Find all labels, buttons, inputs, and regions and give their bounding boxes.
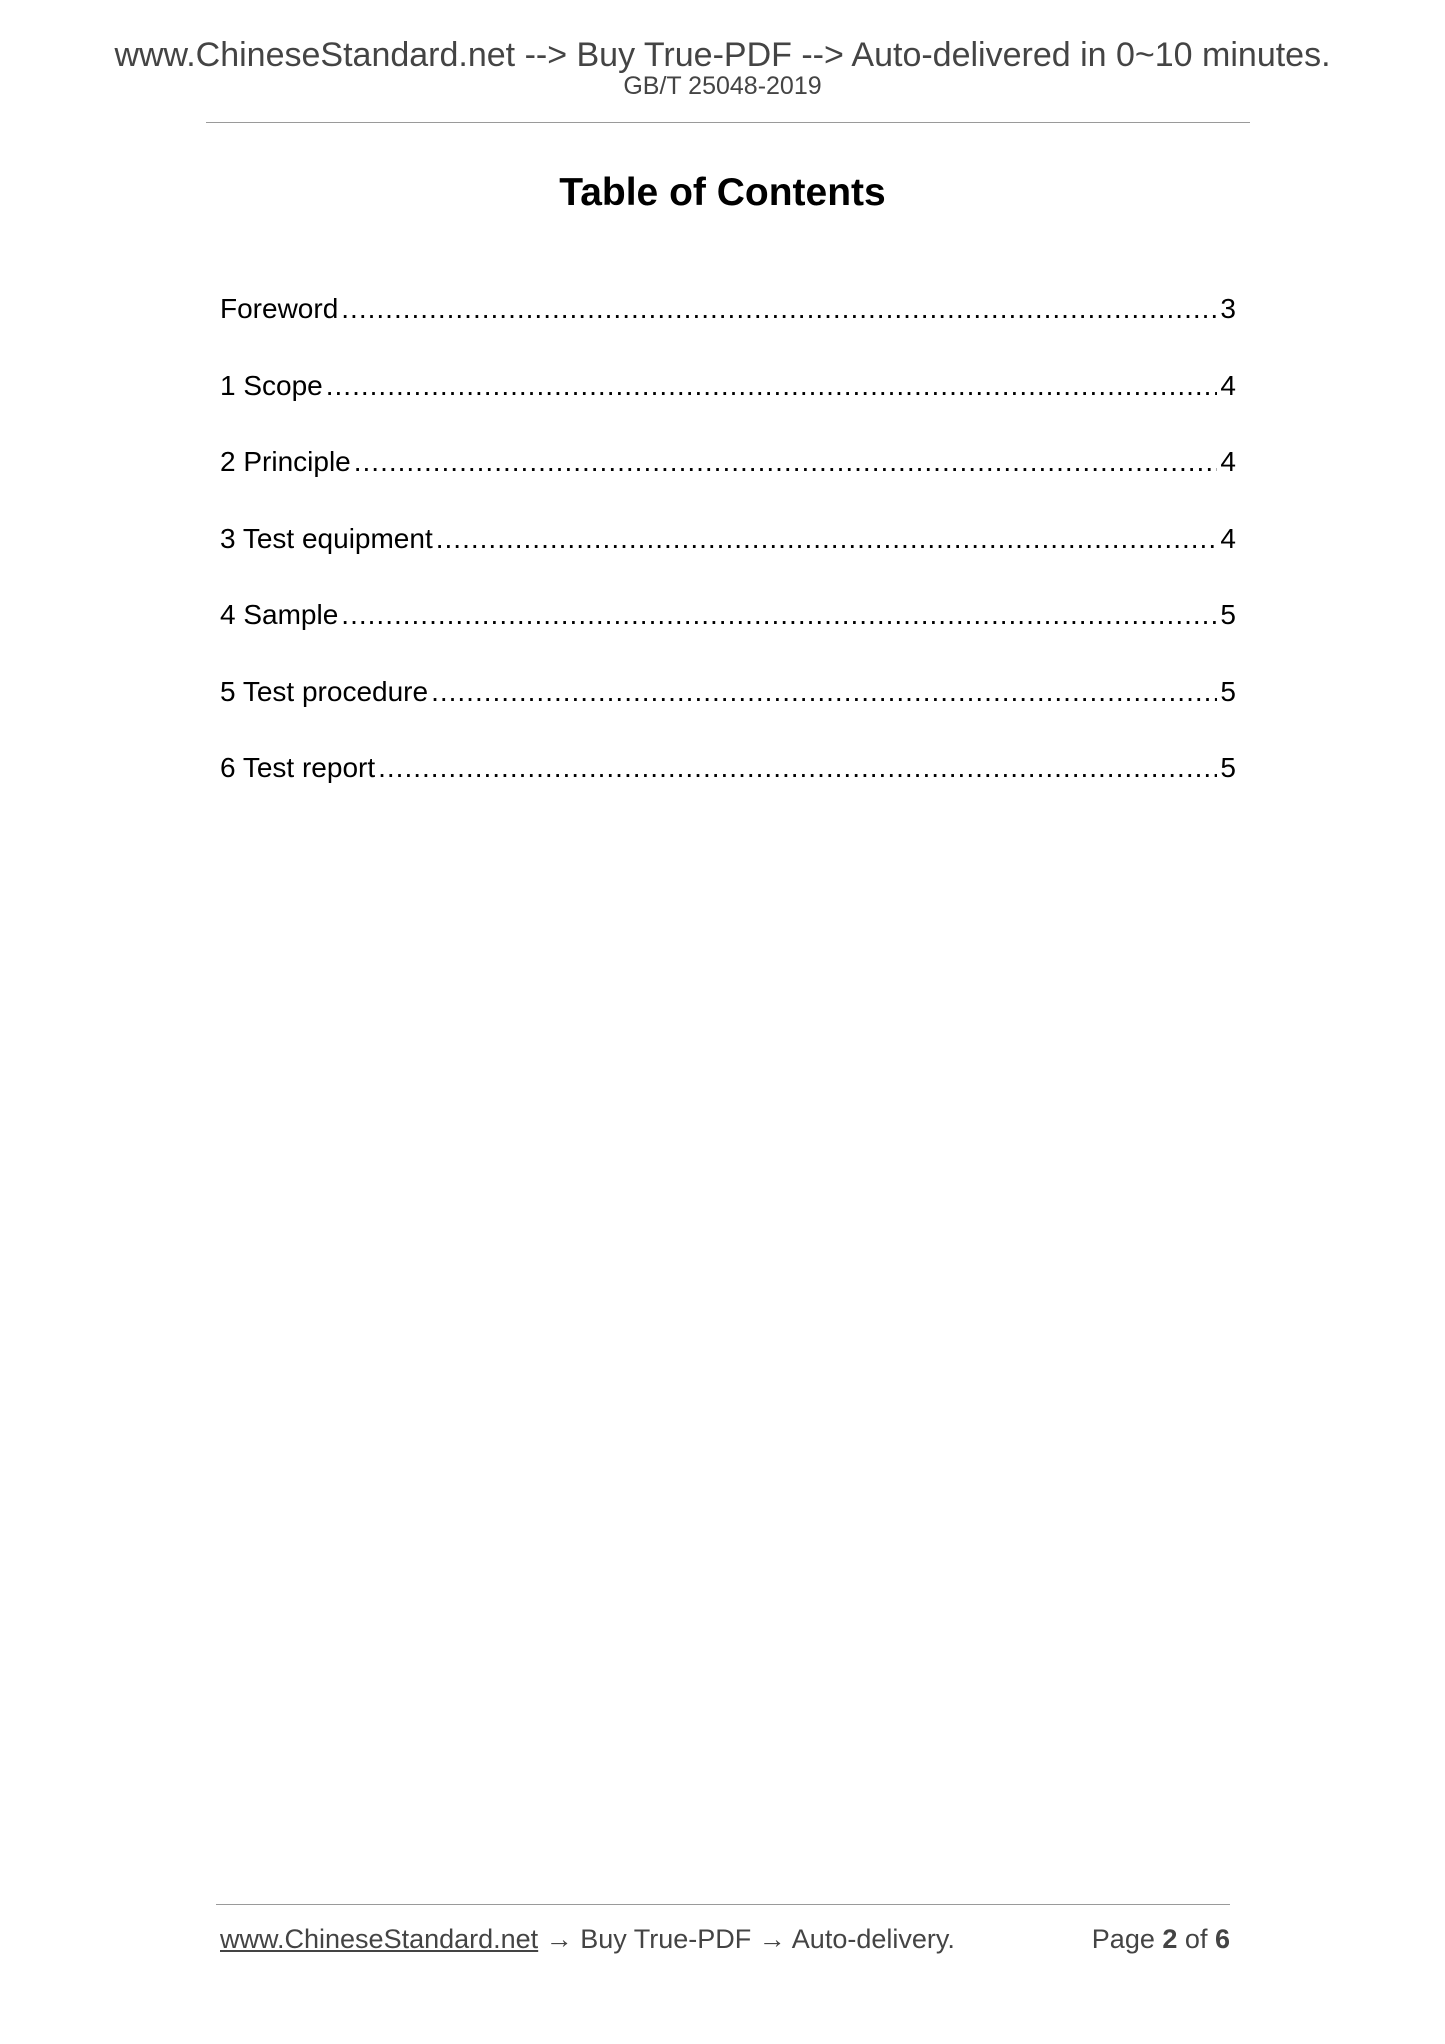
arrow-right-icon: → — [758, 1924, 786, 1954]
toc-entry-label: 3 Test equipment — [220, 522, 433, 554]
toc-entry-page: 3 — [1220, 293, 1236, 324]
standard-number: GB/T 25048-2019 — [623, 72, 822, 100]
toc-entry-test-equipment[interactable] — [220, 521, 1236, 598]
footer-site-link[interactable]: www.ChineseStandard.net — [220, 1924, 539, 1954]
toc-entry-scope[interactable] — [220, 368, 1236, 445]
toc-entry-label: 5 Test procedure — [220, 675, 429, 707]
page-footer — [220, 1926, 1230, 1953]
toc-dot-leader — [378, 750, 1217, 786]
toc-entry-label: 4 Sample — [220, 599, 339, 630]
toc-entry-page: 4 — [1220, 522, 1236, 554]
of-word: of — [1184, 1924, 1208, 1954]
arrow-right-icon: → — [545, 1924, 573, 1954]
toc-entry-principle[interactable] — [220, 444, 1236, 521]
toc-entry-sample[interactable] — [220, 597, 1236, 674]
footer-divider — [216, 1904, 1230, 1905]
page-word: Page — [1091, 1924, 1155, 1954]
toc-entry-page: 5 — [1220, 752, 1236, 783]
toc-entry-page: 4 — [1220, 446, 1236, 477]
toc-entry-page: 4 — [1220, 369, 1236, 401]
toc-title: Table of Contents — [559, 171, 886, 214]
toc-entry-page: 5 — [1220, 599, 1236, 630]
site-banner: www.ChineseStandard.net --> Buy True-PDF --> Auto-delivered in 0~10 minutes. — [114, 36, 1331, 74]
page-indicator — [1092, 1926, 1230, 1953]
toc-dot-leader — [436, 521, 1218, 557]
footer-delivery-text: Auto-delivery. — [791, 1924, 955, 1954]
toc-entry-page: 5 — [1220, 675, 1236, 707]
toc-dot-leader — [341, 597, 1217, 633]
header-divider — [206, 122, 1250, 123]
toc-dot-leader — [341, 291, 1217, 327]
toc-entry-label: 1 Scope — [220, 369, 323, 401]
toc-entry-test-report[interactable] — [220, 750, 1236, 827]
footer-buy-text: Buy True-PDF — [580, 1924, 752, 1954]
toc-dot-leader — [354, 444, 1218, 480]
toc-dot-leader — [431, 674, 1217, 710]
toc-entry-label: Foreword — [220, 293, 339, 324]
toc-list — [220, 291, 1236, 827]
page-total: 6 — [1214, 1924, 1230, 1954]
toc-entry-label: 2 Principle — [220, 446, 351, 477]
toc-entry-label: 6 Test report — [220, 752, 376, 783]
toc-entry-test-procedure[interactable] — [220, 674, 1236, 751]
toc-dot-leader — [326, 368, 1218, 404]
toc-entry-foreword[interactable] — [220, 291, 1236, 368]
page-current: 2 — [1162, 1924, 1178, 1954]
